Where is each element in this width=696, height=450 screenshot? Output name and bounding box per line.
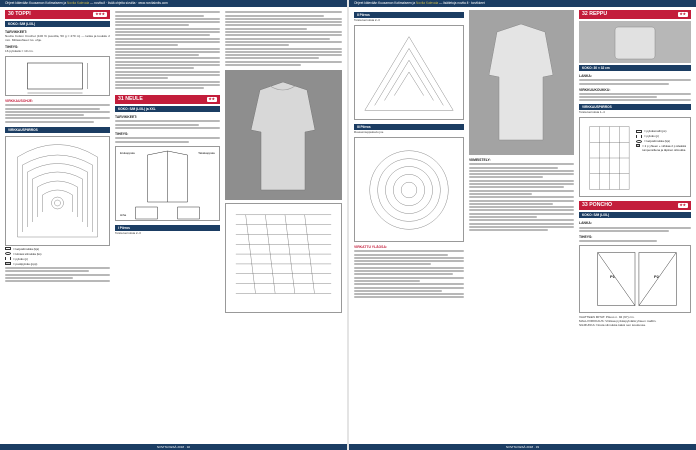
pattern-number: 31 NEULE — [118, 96, 143, 103]
gauge-heading: TIHEYS: — [579, 235, 593, 240]
header-brand: Novita Kalevala — [67, 1, 90, 5]
pattern-subtitle: KOKO: 30 × 32 cm — [579, 65, 691, 71]
poncho-note: MALLIVIRKKAUS: Virkkaa pylväspylväitä yhteen malliin. — [579, 319, 657, 324]
crochet-chart-ii — [354, 25, 464, 120]
header-suffix: — novita.fi · lisää ohjeita sivuilta · www.novitaknits.com — [89, 1, 168, 5]
backpack-photo — [579, 21, 691, 63]
left-col-2 — [115, 10, 220, 442]
right-page-header — [349, 0, 696, 7]
pattern-subtitle: KOKO: S/M (L/XL) — [5, 21, 110, 27]
pattern-30-title — [5, 10, 110, 19]
header-brand: Novita Kalevala — [416, 1, 439, 5]
chart-caption: Toista kerroksia 1–4 — [579, 110, 605, 115]
gauge-heading: TIHEYS: — [115, 132, 129, 137]
right-col-2 — [469, 10, 574, 442]
crochet-chart-31 — [225, 203, 342, 313]
left-page — [0, 0, 347, 450]
cardigan-photo — [469, 10, 574, 155]
materials-heading: LANKA: — [579, 221, 592, 226]
pattern-number: 33 PONCHO — [582, 202, 612, 209]
right-page — [349, 0, 696, 450]
left-page-footer: NOVITA KESÄ 2018 · 32 — [0, 444, 347, 450]
chart-caption: Toista kerroksia 2–3 — [354, 18, 380, 22]
top-schematic — [5, 56, 110, 96]
panel-label: P1 — [610, 274, 615, 280]
crochet-chart-30 — [5, 136, 110, 246]
hook-heading: VIRKKUUKOUKKU: — [579, 87, 611, 92]
sweater-photo — [225, 70, 342, 200]
materials-heading: TARVIKKEET: — [5, 30, 28, 34]
legend-item: = 2 p yhteen + virkkaa 2 p sileästä tumpensiltena ja läpinen silmukka — [642, 144, 686, 153]
left-page-header — [0, 0, 347, 7]
sweater-schematic — [115, 146, 220, 221]
part-label: Etukappale — [120, 150, 136, 155]
header-prefix: Ohjeet kätevään Kuusamon Kotimaiseen ja — [5, 1, 68, 5]
right-page-footer: NOVITA KESÄ 2018 · 33 — [349, 444, 696, 450]
poncho-schematic — [579, 245, 691, 313]
work-heading: VIRKKAUSOHJE: — [5, 99, 34, 103]
pattern-31-title — [115, 95, 220, 104]
pattern-number: 30 TOPPI — [8, 11, 31, 17]
panel-label: P2 — [654, 274, 659, 280]
chart-title: III Piirros — [354, 124, 464, 130]
legend-item: = kiinteä silmukka (ks) — [13, 251, 42, 256]
gauge-heading: TIHEYS: — [5, 45, 19, 49]
legend-item: = pylväs (p) — [13, 256, 29, 261]
difficulty-badge: ★★ — [208, 97, 215, 102]
legend-item: = puolipylväs (ppp) — [13, 261, 38, 266]
chart-title: VIRKKAUSPIIRROS — [579, 104, 691, 110]
right-col-3 — [579, 10, 691, 442]
difficulty-badge: ★★ — [679, 203, 686, 208]
header-suffix: — lisätietoja novita.fi · tarvikkeet — [438, 1, 485, 5]
part-label: Hiha — [120, 212, 127, 217]
materials-text: Novita Cotton Crochet (100 % puuvilla, 50 g = 270 m) — lanka ja koukku 2 mm. Mittasuhteet: ks. ohje. — [5, 34, 110, 42]
pattern-subtitle: KOKO: S/M (L/XL) — [579, 212, 691, 218]
legend-item: = ketjusilmukka (kjs) — [644, 139, 671, 144]
difficulty-badge: ★★★ — [95, 12, 105, 16]
pattern-32-title — [579, 10, 691, 19]
poncho-note: VAATTEEN MITAT: Pituus n. 92 (97) cm. — [579, 315, 635, 320]
pattern-subtitle: KOKO: S/M (L/XL) ja XXL — [115, 106, 220, 112]
chart-caption: Ruusunnuppukuvio jne — [354, 130, 384, 134]
legend-item: = ketjusilmukka (kjs) — [13, 246, 40, 251]
legend-item: = pylväs (p) — [644, 134, 660, 139]
crochet-chart-iii — [354, 137, 464, 242]
chart-caption: Toista kerroksia 2–3 — [115, 230, 141, 235]
left-col-1 — [5, 10, 110, 442]
finishing-heading: VIIMEISTELY: — [469, 158, 491, 162]
part-label: Takakappale — [198, 150, 215, 155]
chart-title: VIRKKAUSPIIRROS — [5, 127, 110, 133]
crochet-chart-32 — [579, 117, 691, 197]
difficulty-badge: ★★ — [679, 12, 686, 16]
pattern-number: 32 REPPU — [582, 11, 608, 17]
chart-title: I Piirros — [115, 225, 220, 231]
header-prefix: Ohjeet kätevään Kuusamon Kotimaiseen ja — [354, 1, 417, 5]
pattern-33-title — [579, 201, 691, 210]
materials-heading: TARVIKKEET: — [115, 115, 138, 120]
work-heading: VIRKATTU YLÄOSA: — [354, 245, 388, 249]
gauge-text: 16 pylvästä = 10 cm. — [5, 49, 34, 53]
legend-item: = pylväsmalli (ps) — [644, 129, 667, 134]
chart-32-legend — [636, 128, 688, 153]
right-col-1 — [354, 10, 464, 442]
poncho-note: SILMUKKA: Nosta silmukka kaksi sen koukussa. — [579, 323, 646, 328]
chart-title: II Piirros — [354, 12, 464, 18]
materials-heading: LANKA: — [579, 74, 592, 78]
left-col-3 — [225, 10, 342, 442]
